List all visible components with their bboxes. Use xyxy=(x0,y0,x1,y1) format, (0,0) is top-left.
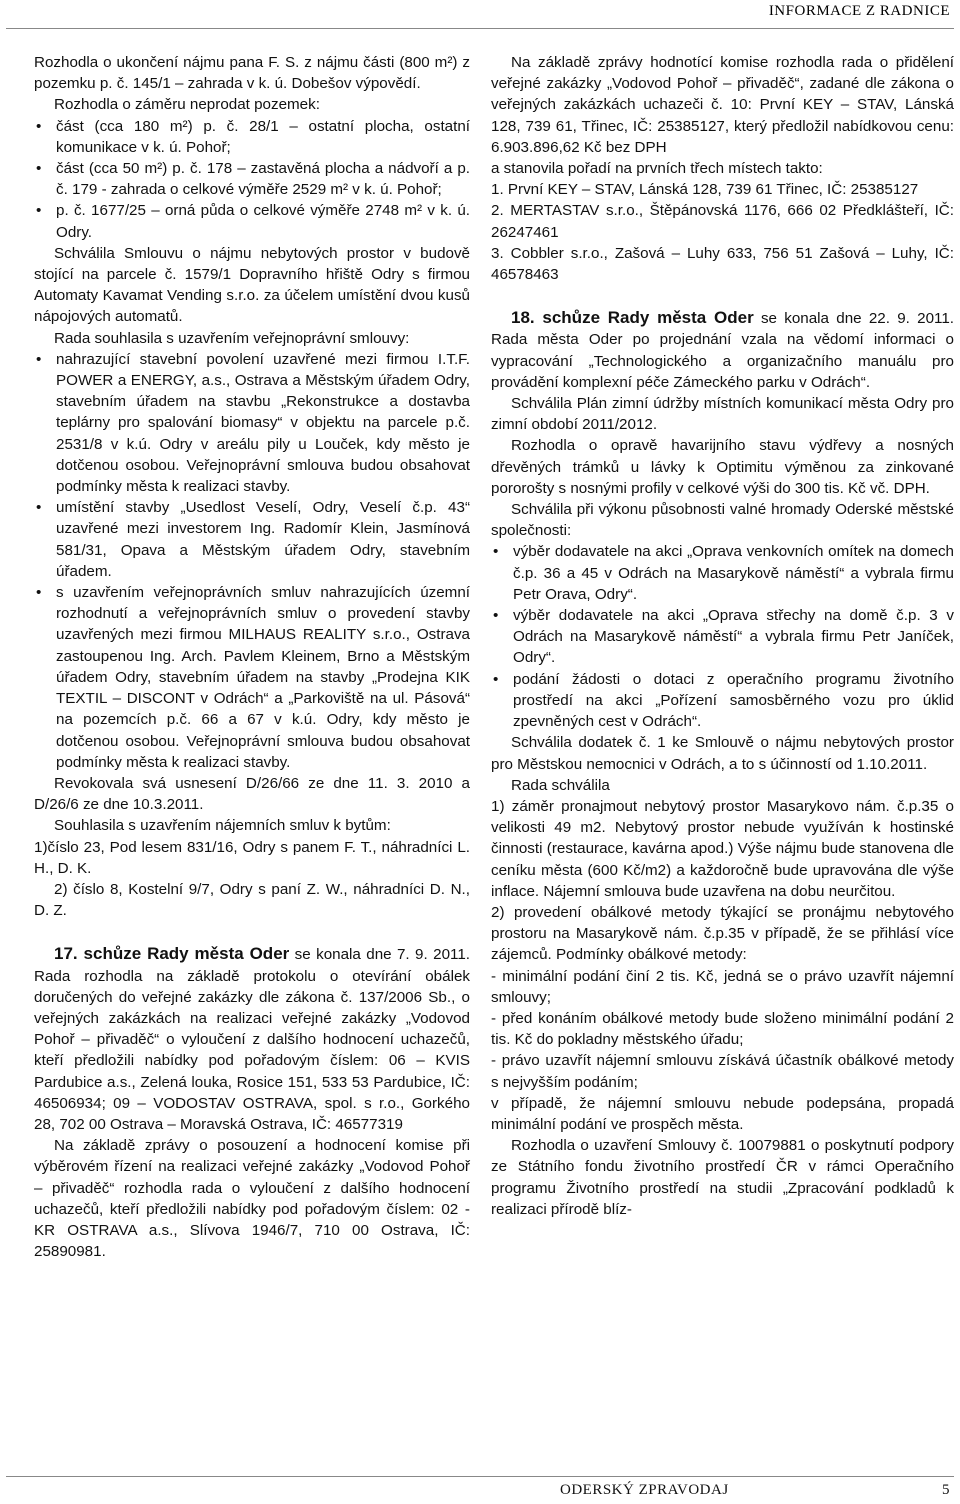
list-item: • s uzavřením veřejnoprávních smluv nahrazujících územní rozhodnutí a veřejnoprávních smluv o provedení stavby uzavřených mezi firmou MILHAUS REALITY s.r.o., Ostrava zastoupenou Ing. Arch. Pavlem Kleinem, Brno a Městským úřadem Odry, stavebním úřadem na stavby „Prodejna KIK TEXTIL – DISCONT v Odrách“ a „Parkoviště na ul. Pásová“ na pozemcích p.č. 66 a 67 v k.ú. Odry, kdy město je dotčenou osobou. Veřejnoprávní smlouva budou obsahovat podmínky města k realizaci stavby. xyxy=(36,584,470,771)
bullet-icon: • xyxy=(36,117,42,135)
bullet-icon: • xyxy=(36,350,42,368)
bullet-icon: • xyxy=(36,202,42,220)
paragraph: Rozhodla o opravě havarijního stavu výdřevy a nosných dřevěných trámků u lávky k Optimitu výměnou za zinkované pororošty s nosnými profily v celkové výši do 300 tis. Kč vč. DPH. xyxy=(491,437,954,497)
dash-item: - před konáním obálkové metody bude složeno minimální podání 2 tis. Kč do pokladny městského úřadu; xyxy=(491,1009,954,1049)
paragraph: Schválila při výkonu působnosti valné hromady Oderské městské společnosti: xyxy=(491,501,954,540)
page-number: 5 xyxy=(942,1482,950,1498)
paragraph: Rada schválila xyxy=(511,776,610,794)
list-item: • část (cca 180 m²) p. č. 28/1 – ostatní plocha, ostatní komunikace v k. ú. Pohoř; xyxy=(36,117,470,156)
dash-item: - minimální podání činí 2 tis. Kč, jedná se o právo uzavřít nájemní smlouvy; xyxy=(491,967,954,1006)
meeting-heading: 18. schůze Rady města Oder xyxy=(511,308,754,328)
list-item: • nahrazující stavební povolení uzavřené mezi firmou I.T.F. POWER a ENERGY, a.s., Ostrava a Městským úřadem Odry, stavebním úřadem na stavbu „Rekonstrukce a dostavba teplárny pro spalování biomasy“ v objektu na parcele p.č. 2531/8 v k.ú. Odry v areálu pily u Louček, kdy město je dotčenou osobou. Veřejnoprávní smlouva budou obsahovat podmínky města k realizaci stavby. xyxy=(36,350,470,496)
paragraph: Revokovala svá usnesení D/26/66 ze dne 11. 3. 2010 a D/26/6 ze dne 10.3.2011. xyxy=(34,774,470,814)
paragraph: Rozhodla o uzavření Smlouvy č. 10079881 o poskytnutí podpory ze Státního fondu životního prostředí ČR v rámci Operačního programu Životního prostředí na studii „Zpracování podkladů k realizaci přírodě blíz- xyxy=(491,1137,954,1218)
paragraph: 3. Cobbler s.r.o., Zašová – Luhy 633, 756 51 Zašová – Luhy, IČ: 46578463 xyxy=(491,244,954,284)
list-item: • výběr dodavatele na akci „Oprava venkovních omítek na domech č.p. 36 a 45 v Odrách na Masarykově náměstí“ a vybrala firmu Petr Orava, Odry“. xyxy=(493,543,954,603)
list-item: • část (cca 50 m²) p. č. 178 – zastavěná plocha a nádvoří a p. č. 179 - zahrada o celkové výměře 2529 m² v k. ú. Pohoř; xyxy=(36,160,470,199)
paragraph: 2) provedení obálkové metody týkající se pronájmu nebytového prostoru na Masarykově nám. č.p.35 v případě, že se přihlásí více zájemců. Podmínky obálkové metody: xyxy=(491,903,954,964)
paragraph: v případě, že nájemní smlouvu nebude podepsána, propadá minimální podání ve prospěch města. xyxy=(491,1094,954,1133)
header-divider xyxy=(6,28,954,29)
meeting-heading: 17. schůze Rady města Oder xyxy=(54,944,290,964)
bullet-icon: • xyxy=(36,584,42,602)
list-item: • p. č. 1677/25 – orná půda o celkové výměře 2748 m² v k. ú. Odry. xyxy=(36,202,470,241)
paragraph: a stanovila pořadí na prvních třech místech takto: xyxy=(491,160,823,178)
list-item: • výběr dodavatele na akci „Oprava střechy na domě č.p. 3 v Odrách na Masarykově náměstí“ a vybrala firmu Petr Janíček, Odry“. xyxy=(493,607,954,667)
bullet-icon: • xyxy=(36,499,42,517)
publication-title: ODERSKÝ ZPRAVODAJ xyxy=(560,1482,729,1498)
paragraph: 2) číslo 8, Kostelní 9/7, Odry s paní Z. W., náhradníci D. N., D. Z. xyxy=(34,880,470,920)
list-item: • umístění stavby „Usedlost Veselí, Odry, Veselí č.p. 43“ uzavřené mezi investorem Ing. Radomír Klein, Jasmínová 581/31, Opava a Městským úřadem Odry, stavebním úřadem. xyxy=(36,499,470,580)
meeting-18-paragraph: 18. schůze Rady města Oder se konala dne 22. 9. 2011. Rada města Oder po projednání vzala na vědomí informaci o vypracování „Technologického a organizačního manuálu pro provádění komplexní péče Zámeckého parku v Odrách“. xyxy=(491,308,955,391)
paragraph: Rozhodla o ukončení nájmu pana F. S. z nájmu části (800 m²) z pozemku p. č. 145/1 – zahrada v k. ú. Dobešov výpovědí. xyxy=(34,54,470,93)
section-header: INFORMACE Z RADNICE xyxy=(768,3,950,19)
left-column xyxy=(34,52,470,1262)
paragraph: 2. MERTASTAV s.r.o., Štěpánovská 1176, 666 02 Předklášteří, IČ: 26247461 xyxy=(491,202,954,241)
bullet-icon: • xyxy=(493,543,499,561)
paragraph: Na základě zprávy o posouzení a hodnocení komise při výběrovém řízení na realizaci veřejné zakázky „Vodovod Pohoř – přivaděč“ rozhodla rada o vyloučení z dalšího hodnocení uchazečů, kteří předložili nabídky pod pořadovým číslem: 02 - KR OSTRAVA a.s., Slívova 1946/7, 710 00 Ostrava, IČ: 25890981. xyxy=(34,1137,470,1261)
paragraph: 1) záměr pronajmout nebytový prostor Masarykovo nám. č.p.35 o velikosti 49 m2. Nebytový prostor nebude využíván k hostinské činnosti (restaurace, kavárna apod.) Výše nájmu bude stanovena dle ceníku města (600 Kč/m2) a každoročně bude upravována dle výše inflace. Nájemní smlouva bude uzavřena na dobu neurčitou. xyxy=(491,797,954,900)
paragraph: Rada souhlasila s uzavřením veřejnoprávní smlouvy: xyxy=(54,329,410,347)
meeting-17-paragraph: 17. schůze Rady města Oder se konala dne 7. 9. 2011. Rada rozhodla na základě protokolu o otevírání obálek doručených do veřejné zakázky dle zákona č. 137/2006 Sb., o veřejných zakázkách na realizaci veřejné zakázky „Vodovod Pohoř – přivaděč“ o vyloučení z dalšího hodnocení uchazečů, kteří předložili nabídky pod pořadovým číslem: 06 – KVIS Pardubice a.s., Zelená louka, Rosice 151, 533 53 Pardubice, IČ: 46506934; 09 – VODOSTAV OSTRAVA, spol. s r.o., Gorkého 28, 702 00 Ostrava – Moravská Ostrava, IČ: 46577319 xyxy=(34,944,470,1133)
paragraph: Schválila Plán zimní údržby místních komunikací města Odry pro zimní období 2011/2012. xyxy=(491,395,954,434)
dash-item: - právo uzavřít nájemní smlouvu získává účastník obálkové metody s nejvyšším podáním; xyxy=(491,1052,954,1091)
footer-divider xyxy=(6,1476,954,1477)
paragraph: 1. První KEY – STAV, Lánská 128, 739 61 Třinec, IČ: 25385127 xyxy=(491,181,919,199)
paragraph: Schválila dodatek č. 1 ke Smlouvě o nájmu nebytových prostor pro Městskou nemocnici v Odrách, a to s účinností od 1.10.2011. xyxy=(491,734,954,773)
paragraph: Souhlasila s uzavřením nájemních smluv k bytům: xyxy=(54,817,391,835)
bullet-icon: • xyxy=(36,160,42,178)
bullet-icon: • xyxy=(493,607,499,625)
list-item: • podání žádosti o dotaci z operačního programu životního prostředí na akci „Pořízení samosběrného vozu pro úklid zpevněných cest v Odrách“. xyxy=(493,670,954,731)
paragraph: 1)číslo 23, Pod lesem 831/16, Odry s panem F. T., náhradníci L. H., D. K. xyxy=(34,838,470,877)
paragraph: Rozhodla o záměru neprodat pozemek: xyxy=(54,96,320,114)
right-column xyxy=(491,52,954,1220)
bullet-icon: • xyxy=(493,670,499,688)
paragraph: Na základě zprávy hodnotící komise rozhodla rada o přidělení veřejné zakázky „Vodovod Pohoř – přivaděč“, zadané dle zákona o veřejných zakázkách uchazeči č. 10: První KEY – STAV, Lánská 128, 739 61, Třinec, IČ: 25385127, který předložil nabídkovou cenu: 6.903.896,62 Kč bez DPH xyxy=(491,54,954,156)
paragraph: Schválila Smlouvu o nájmu nebytových prostor v budově stojící na parcele č. 1579/1 Dopravního hřiště Odry s firmou Automaty Kavamat Vending s.r.o. za účelem umístění dvou kusů nápojových automatů. xyxy=(34,244,470,326)
